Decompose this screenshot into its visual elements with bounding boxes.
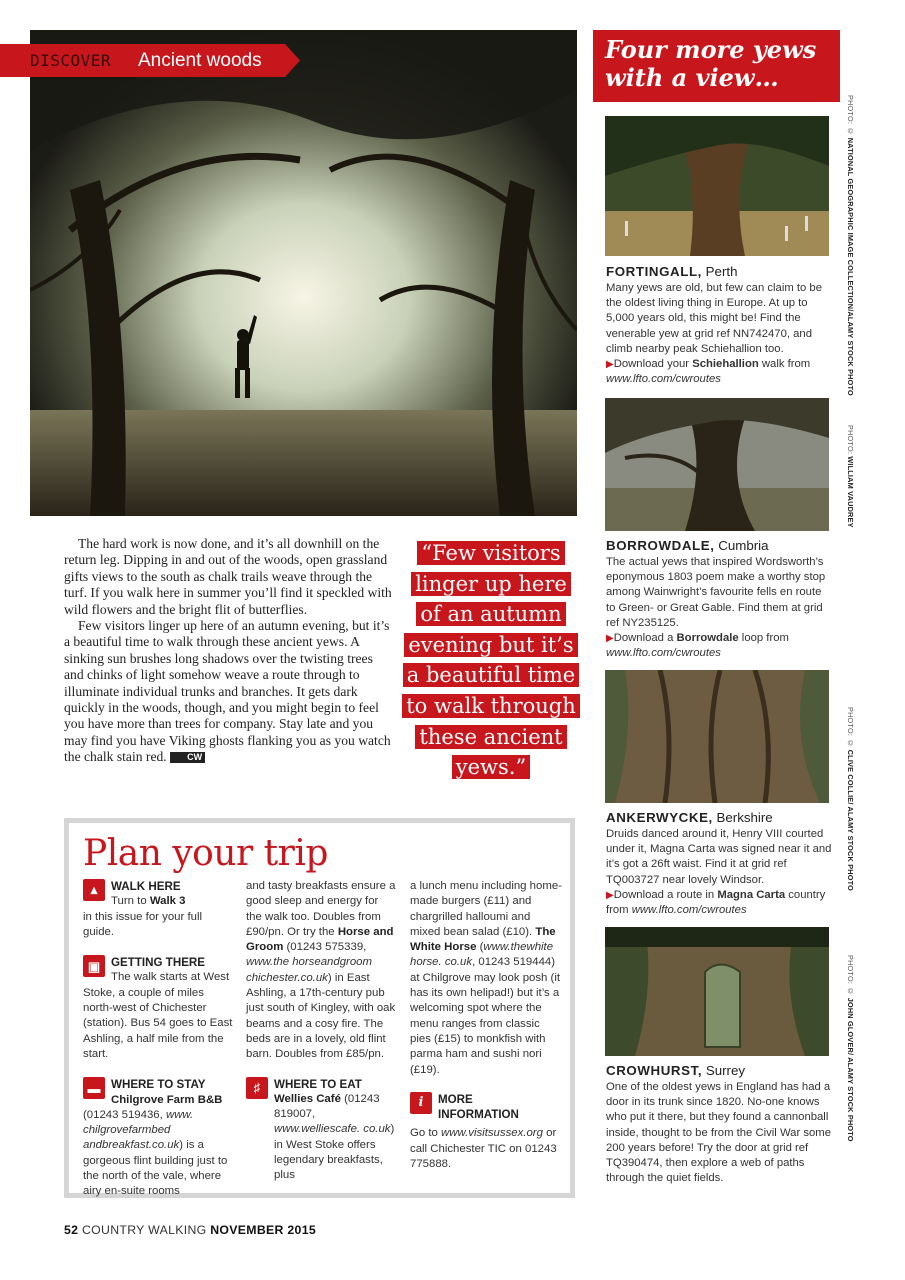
borrowdale-photo bbox=[605, 398, 829, 531]
sidebar-heading: Four more yews with a view… bbox=[605, 35, 817, 92]
photo-credit-2: PHOTO: WILLIAM VAUDREY bbox=[846, 425, 855, 528]
getting-there-section: ▣ GETTING THERE The walk starts at West Stoke, a couple of miles north-west of Chichester (station). Bus 54 goes to East Ashling, a half mile from the start. bbox=[83, 956, 233, 1060]
walk-here-heading: WALK HERE bbox=[111, 880, 181, 893]
cutlery-icon: ♯ bbox=[246, 1077, 268, 1099]
boot-icon: ▴ bbox=[83, 879, 105, 901]
arrow-icon: ▶ bbox=[606, 633, 614, 645]
fortingall-link[interactable]: www.lfto.com/cwroutes bbox=[606, 373, 721, 386]
where-to-eat-heading: WHERE TO EAT bbox=[274, 1077, 362, 1091]
crowhurst-photo bbox=[605, 927, 829, 1056]
ankerwycke-photo bbox=[605, 670, 829, 803]
body-paragraph-1: The hard work is now done, and it’s all downhill on the return leg. Dipping in and out of the woods, open grassland gifts views to the south as chalk trails weave through the turf. If you walk here in summer you’ll find it speckled with wild flowers and the bright flit of butterflies. bbox=[64, 536, 392, 617]
arrow-icon: ▶ bbox=[606, 359, 614, 371]
crowhurst-title: CROWHURST, Surrey bbox=[606, 1063, 745, 1078]
where-to-eat-section: ♯ WHERE TO EAT Wellies Café (01243 819007, www.welliescafe. co.uk) in West Stoke offers legendary breakfasts, plus bbox=[246, 1077, 396, 1184]
end-mark: CW bbox=[170, 752, 205, 763]
hero-photo bbox=[30, 30, 577, 516]
ankerwycke-text: Druids danced around it, Henry VIII courted under it, Magna Carta was signed near it and it’s got a 26ft waist. Find it at grid ref TQ003727 near lovely Windsor. ▶Download a route in Magna Carta country from www.lfto.com/cwroutes bbox=[606, 828, 832, 917]
borrowdale-title: BORROWDALE, Cumbria bbox=[606, 538, 769, 553]
fortingall-title: FORTINGALL, Perth bbox=[606, 264, 738, 279]
arrow-icon: ▶ bbox=[606, 889, 614, 901]
page-footer bbox=[64, 1223, 316, 1237]
page-number: 52 bbox=[64, 1223, 79, 1237]
ankerwycke-title: ANKERWYCKE, Berkshire bbox=[606, 810, 773, 825]
photo-credit-1: PHOTO: © NATIONAL GEOGRAPHIC IMAGE COLLECTION/ALAMY STOCK PHOTO bbox=[846, 95, 855, 396]
borrowdale-text: The actual yews that inspired Wordsworth’s eponymous 1803 poem make a worthy stop among Wainwright’s favourite fells en route to Green- or Great Gable. Find them at grid ref NY235125. ▶Download a Borrowdale loop from www.lfto.com/cwroutes bbox=[606, 556, 826, 660]
section-title: Ancient woods bbox=[138, 50, 262, 71]
crowhurst-text: One of the oldest yews in England has had a door in its trunk since 1820. No-one knows who put it there, but they found a cannonball inside, thought to be from the Civil War some 200 years before! Try the door at grid ref TQ390474, then explore a web of paths through the quiet fields. bbox=[606, 1081, 831, 1185]
more-information-heading: MORE INFORMATION bbox=[438, 1092, 519, 1122]
bed-icon: ▬ bbox=[83, 1077, 105, 1099]
plan-column-2: and tasty breakfasts ensure a good sleep and energy for the walk too. Doubles from £90/pn. Or try the Horse and Groom (01243 575339, www.the horseandgroom chichester.co.uk) in East Ashling, a 17th-century pub just south of Kingley, with oak beams and a cosy fire. The beds are in a lovely, old flint barn. Doubles from £85/pn. ♯ WHERE TO EAT Wellies Café (01243 819007, www.welliescafe. co.uk) in West Stoke offers legendary breakfasts, plus bbox=[246, 879, 396, 1199]
info-icon: i bbox=[410, 1092, 432, 1114]
pull-quote bbox=[400, 538, 582, 783]
borrowdale-link[interactable]: www.lfto.com/cwroutes bbox=[606, 647, 721, 660]
section-label: DISCOVER bbox=[30, 51, 112, 70]
plan-your-trip-box bbox=[64, 818, 575, 1198]
where-to-stay-section: ▬ WHERE TO STAY Chilgrove Farm B&B (01243 519436, www. chilgrovefarmbed andbreakfast.co.uk) is a gorgeous flint building just to the north of the vale, where airy en-suite rooms bbox=[83, 1077, 233, 1199]
getting-there-heading: GETTING THERE bbox=[111, 956, 206, 970]
walk-here-section: ▴ WALK HERE Turn to Walk 3 in this issue for your full guide. bbox=[83, 879, 233, 940]
issue-date: NOVEMBER 2015 bbox=[210, 1223, 316, 1237]
plan-column-1 bbox=[83, 879, 233, 1215]
fortingall-photo bbox=[605, 116, 829, 256]
plan-title: Plan your trip bbox=[83, 833, 328, 874]
article-body bbox=[64, 536, 392, 766]
more-information-section: i MORE INFORMATION Go to www.visitsussex.org or call Chichester TIC on 01243 775888. bbox=[410, 1092, 557, 1171]
where-to-stay-heading: WHERE TO STAY bbox=[111, 1078, 206, 1092]
section-tag bbox=[0, 44, 300, 77]
photo-credit-3: PHOTO: © CLIVE COLLIE/ ALAMY STOCK PHOTO bbox=[846, 707, 855, 892]
ankerwycke-link[interactable]: www.lfto.com/cwroutes bbox=[631, 904, 747, 917]
pull-quote-text: “Few visitors linger up here of an autumn evening but it’s a beautiful time to walk through these ancient yews.” bbox=[402, 541, 580, 779]
sidebar-heading-box bbox=[593, 30, 840, 102]
car-icon: ▣ bbox=[83, 955, 105, 977]
fortingall-text: Many yews are old, but few can claim to be the oldest living thing in Europe. At up to 5,000 years old, this might be! Find the venerable yew at grid ref NN742470, and climb nearby peak Schiehallion too. ▶Download your Schiehallion walk from www.lfto.com/cwroutes bbox=[606, 282, 822, 386]
plan-column-3: a lunch menu including home-made burgers (£11) and chargrilled halloumi and mixed bean salad (£10). The White Horse (www.thewhite horse. co.uk, 01243 519444) at Chilgrove may look posh (it has its own helipad!) but it’s a welcoming spot where the menu ranges from classic pies (£15) to monkfish with parma ham and sushi nori (£19). i MORE INFORMATION Go to www.visitsussex.org or call Chichester TIC on 01243 775888. bbox=[410, 879, 562, 1187]
photo-credit-4: PHOTO: © JOHN GLOVER/ ALAMY STOCK PHOTO bbox=[846, 955, 855, 1142]
body-paragraph-2: Few visitors linger up here of an autumn evening, but it’s a beautiful time to walk through these ancient yews. A sinking sun brushes long shadows over the twisting trees and chinks of light somehow weave a route through to illuminate individual trunks and branches. It gets dark quickly in the woods, though, and you might begin to feel you have more than trees for company. Stay late and you may find you have Viking ghosts flanking you as you watch the chalk stain red. CW bbox=[64, 618, 391, 765]
magazine-name: COUNTRY WALKING bbox=[78, 1223, 211, 1237]
